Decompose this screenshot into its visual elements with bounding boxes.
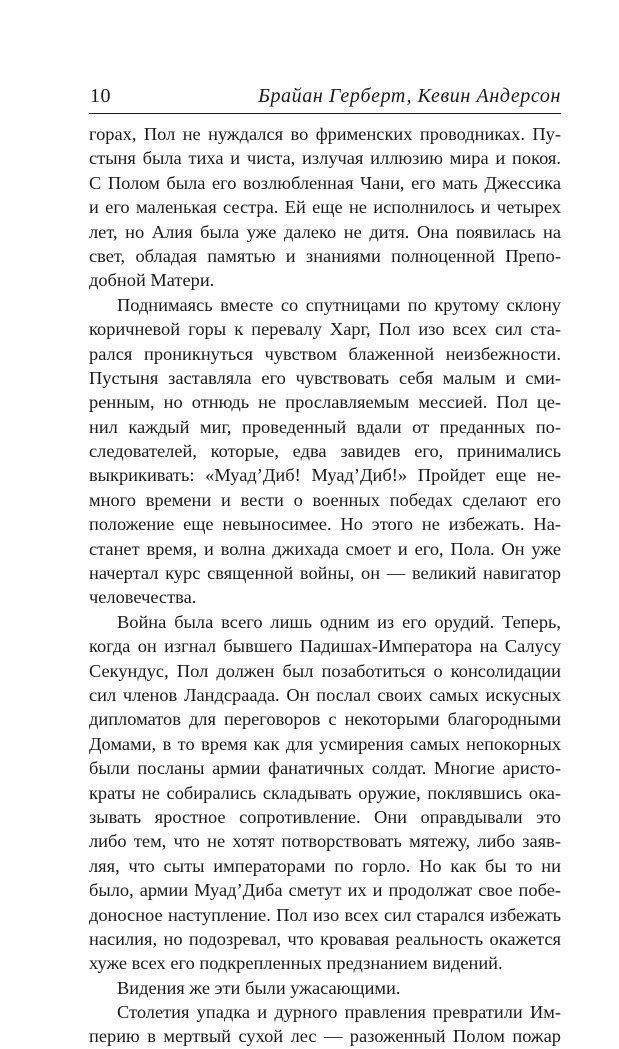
text-line: Видения же эти были ужасающими. — [117, 977, 401, 998]
text-line: нил каждый миг, проведенный вдали от преданных по- — [89, 416, 561, 437]
text-line: Секундус, Пол должен был позаботиться о консолидации — [89, 660, 561, 681]
text-line: хуже всех его подкрепленных предзнанием видений. — [89, 953, 503, 974]
text-line: были посланы армии фанатичных солдат. Многие аристо- — [89, 758, 561, 779]
text-line: начертал курс священной войны, он — великий навигатор — [89, 563, 561, 584]
text-line: зывать яростное сопротивление. Они оправдывали это — [89, 806, 561, 827]
running-head-authors: Брайан Герберт, Кевин Андерсон — [258, 85, 561, 107]
text-line: когда он изгнал бывшего Падишах-Императора на Салусу — [89, 636, 561, 657]
text-line: и его маленькая сестра. Ей еще не исполнилось и четырех — [89, 197, 561, 218]
text-line: много времени и вести о военных победах сделают его — [89, 489, 561, 510]
text-line: добной Матери. — [89, 270, 215, 291]
text-line: выкрикивать: «Муад’Диб! Муад’Диб!» Пройдет еще не- — [89, 465, 561, 486]
text-line: рался проникнуться чувством блаженной неизбежности. — [89, 343, 561, 364]
text-line: Пустыня заставляла его чувствовать себя малым и сми- — [89, 367, 561, 388]
text-line: ляя, что сыты императорами по горло. Но как бы то ни — [89, 855, 561, 876]
header-rule — [89, 113, 561, 114]
text-line: перию в мертвый сухой лес — разоженный Полом пожар — [89, 1026, 561, 1047]
text-line: С Полом была его возлюбленная Чани, его мать Джессика — [89, 172, 561, 193]
text-line: лет, но Алия была уже далеко не дитя. Она появилась на — [89, 221, 561, 242]
body-text — [89, 122, 561, 1049]
text-line: либо тем, что не хотят потворствовать мятежу, либо заяв- — [89, 831, 561, 852]
text-line: Война была всего лишь одним из его орудий. Теперь, — [117, 611, 561, 632]
text-line: краты не собирались складывать оружие, поклявшись ока- — [89, 782, 561, 803]
text-line: Поднимаясь вместе со спутницами по крутому склону — [117, 294, 561, 315]
text-line: сил членов Ландсраада. Он послал своих самых искусных — [89, 684, 561, 705]
page-number: 10 — [90, 85, 111, 107]
text-line: доносное наступление. Пол изо всех сил старался избежать — [89, 904, 561, 925]
text-line: стыня была тиха и чиста, излучая иллюзию мира и покоя. — [89, 148, 561, 169]
text-line: положение еще невыносимее. Но этого не избежать. На- — [89, 514, 561, 535]
text-line: насилия, но подозревал, что кровавая реальность окажется — [89, 928, 561, 949]
text-line: свет, обладая памятью и знаниями полноценной Препо- — [89, 245, 561, 266]
text-line: Столетия упадка и дурного правления превратили Им- — [117, 1002, 561, 1023]
text-line: ренным, но отнюдь не прославляемым мессией. Пол це- — [89, 392, 561, 413]
text-line: человечества. — [89, 587, 197, 608]
text-line: дипломатов для переговоров с некоторыми благородными — [89, 709, 561, 730]
text-line: коричневой горы к перевалу Харг, Пол изо всех сил ста- — [89, 319, 561, 340]
text-line: было, армии Муад’Диба сметут их и продолжат свое побе- — [89, 880, 561, 901]
text-line: станет время, и волна джихада смоет и его, Пола. Он уже — [89, 538, 561, 559]
text-line: горах, Пол не нуждался во фрименских проводниках. Пу- — [89, 124, 561, 144]
text-line: следователей, которые, едва завидев его, принимались — [89, 441, 561, 462]
page-header — [89, 82, 561, 112]
text-line: Домами, в то время как для усмирения самых непокорных — [89, 733, 561, 754]
